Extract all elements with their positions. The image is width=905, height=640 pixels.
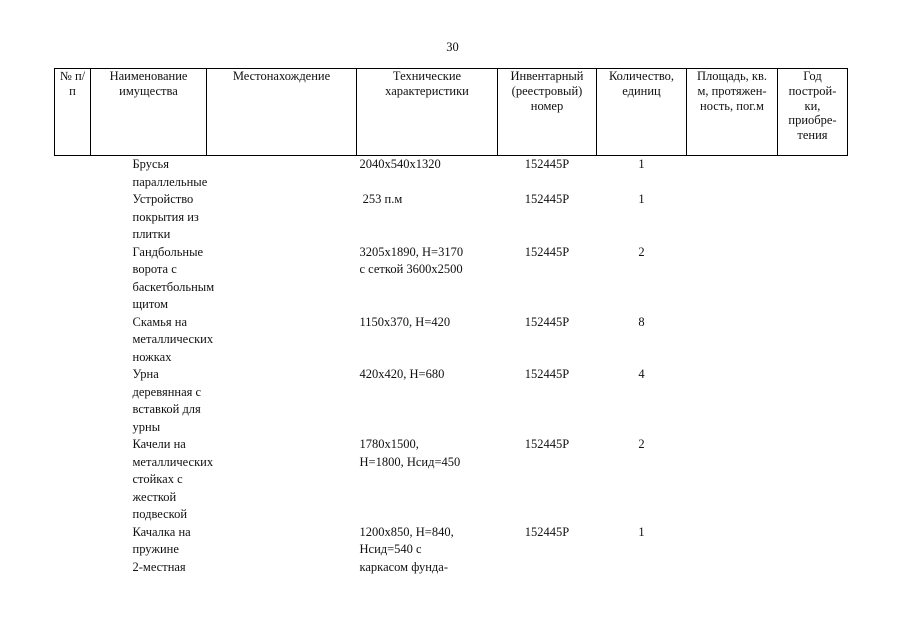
- cell-quantity: 4: [638, 367, 645, 381]
- cell-tech: [357, 366, 498, 436]
- cell-year: [778, 191, 848, 244]
- cell-year: [778, 436, 848, 524]
- cell-tech-line: с сеткой 3600х2500: [359, 262, 463, 276]
- cell-area: [687, 244, 778, 314]
- header-name: Наименование имущества: [91, 69, 207, 156]
- cell-name: [127, 524, 243, 577]
- cell-tech: [357, 156, 498, 192]
- cell-tech: [357, 524, 498, 577]
- cell-name: [127, 156, 243, 192]
- cell-name-line: жесткой: [132, 489, 177, 504]
- cell-tech: [357, 191, 498, 244]
- cell-quantity: 2: [638, 244, 645, 259]
- header-no: № п/п: [55, 69, 91, 156]
- cell-name: [127, 366, 243, 436]
- page-number: 30: [446, 40, 459, 54]
- cell-inventory: 152445Р: [524, 244, 570, 259]
- cell-no: [55, 436, 91, 524]
- cell-tech-line: 253 п.м: [359, 192, 403, 206]
- cell-tech-line: 420х420, Н=680: [359, 367, 445, 381]
- cell-year: [778, 244, 848, 314]
- cell-no: [55, 524, 91, 577]
- table-row: [55, 244, 848, 314]
- cell-area: [687, 156, 778, 192]
- cell-tech: [357, 244, 498, 314]
- header-year: Год построй-ки, приобре-тения: [778, 69, 848, 156]
- table-row: [55, 191, 848, 244]
- cell-tech-line: 1200х850, Н=840,: [359, 524, 454, 539]
- cell-tech-line: Н=1800, Нсид=450: [359, 454, 461, 469]
- table-row: [55, 156, 848, 192]
- cell-tech-line: 2040х540х1320: [359, 157, 441, 171]
- cell-year: [778, 524, 848, 577]
- cell-name-line: Устройство: [132, 192, 194, 206]
- header-location: Местонахождение: [207, 69, 357, 156]
- cell-no: [55, 156, 91, 192]
- cell-inventory: 152445Р: [524, 157, 570, 171]
- cell-name-line: плитки: [132, 227, 171, 241]
- cell-inventory: 152445Р: [524, 524, 570, 539]
- cell-name-line: урны: [132, 419, 161, 434]
- cell-area: [687, 524, 778, 577]
- cell-name-line: Качалка на: [132, 524, 191, 539]
- cell-name-line: Качели на: [132, 437, 186, 451]
- header-area: Площадь, кв. м, протяжен-ность, пог.м: [687, 69, 778, 156]
- cell-no: [55, 191, 91, 244]
- cell-no: [55, 366, 91, 436]
- cell-name-line: 2-местная: [132, 559, 186, 574]
- cell-no: [55, 314, 91, 367]
- cell-tech-line: 1150х370, Н=420: [359, 314, 451, 329]
- cell-year: [778, 366, 848, 436]
- cell-inventory: 152445Р: [524, 437, 570, 451]
- cell-no: [55, 244, 91, 314]
- cell-tech-line: Нсид=540 с: [359, 542, 422, 556]
- header-tech: Технические характеристики: [357, 69, 498, 156]
- cell-name-line: Урна: [132, 367, 159, 381]
- cell-name-line: параллельные: [132, 174, 208, 189]
- table-row: [55, 436, 848, 524]
- cell-name-line: Брусья: [132, 157, 170, 171]
- cell-year: [778, 156, 848, 192]
- cell-name-line: баскетбольным: [132, 279, 215, 294]
- cell-area: [687, 436, 778, 524]
- cell-name-line: ножках: [132, 349, 172, 364]
- cell-name-line: металлических: [132, 454, 214, 469]
- table-row: [55, 524, 848, 577]
- cell-area: [687, 314, 778, 367]
- header-quantity: Количество, единиц: [597, 69, 687, 156]
- cell-quantity: 1: [638, 524, 645, 539]
- cell-name-line: металлических: [132, 332, 214, 346]
- cell-name: [127, 244, 243, 314]
- table-header-row: [55, 69, 848, 156]
- cell-name-line: пружине: [132, 542, 179, 556]
- cell-inventory: 152445Р: [524, 314, 570, 329]
- cell-name-line: ворота с: [132, 262, 177, 276]
- cell-name: [127, 191, 243, 244]
- cell-name-line: подвеской: [132, 507, 188, 521]
- cell-name-line: стойках с: [132, 472, 183, 486]
- cell-inventory: 152445Р: [524, 192, 570, 206]
- table-row: [55, 366, 848, 436]
- cell-name: [127, 436, 243, 524]
- header-inventory: Инвентарный (реестровый) номер: [498, 69, 597, 156]
- cell-tech-line: 1780х1500,: [359, 437, 419, 451]
- cell-name-line: Скамья на: [132, 314, 187, 329]
- cell-tech-line: каркасом фунда-: [359, 559, 449, 574]
- property-table: [54, 68, 848, 576]
- cell-name-line: Гандбольные: [132, 244, 204, 259]
- cell-tech-line: 3205х1890, Н=3170: [359, 244, 464, 259]
- cell-quantity: 1: [638, 157, 645, 171]
- cell-area: [687, 366, 778, 436]
- table-body: [55, 156, 848, 577]
- cell-name-line: щитом: [132, 297, 169, 311]
- cell-tech: [357, 436, 498, 524]
- cell-name-line: деревянная с: [132, 384, 202, 399]
- cell-quantity: 8: [638, 314, 645, 329]
- cell-tech: [357, 314, 498, 367]
- cell-year: [778, 314, 848, 367]
- cell-name-line: вставкой для: [132, 402, 201, 416]
- cell-inventory: 152445Р: [524, 367, 570, 381]
- cell-quantity: 1: [638, 192, 645, 206]
- cell-area: [687, 191, 778, 244]
- table-row: [55, 314, 848, 367]
- cell-name-line: покрытия из: [132, 209, 199, 224]
- cell-name: [127, 314, 243, 367]
- cell-quantity: 2: [638, 437, 645, 451]
